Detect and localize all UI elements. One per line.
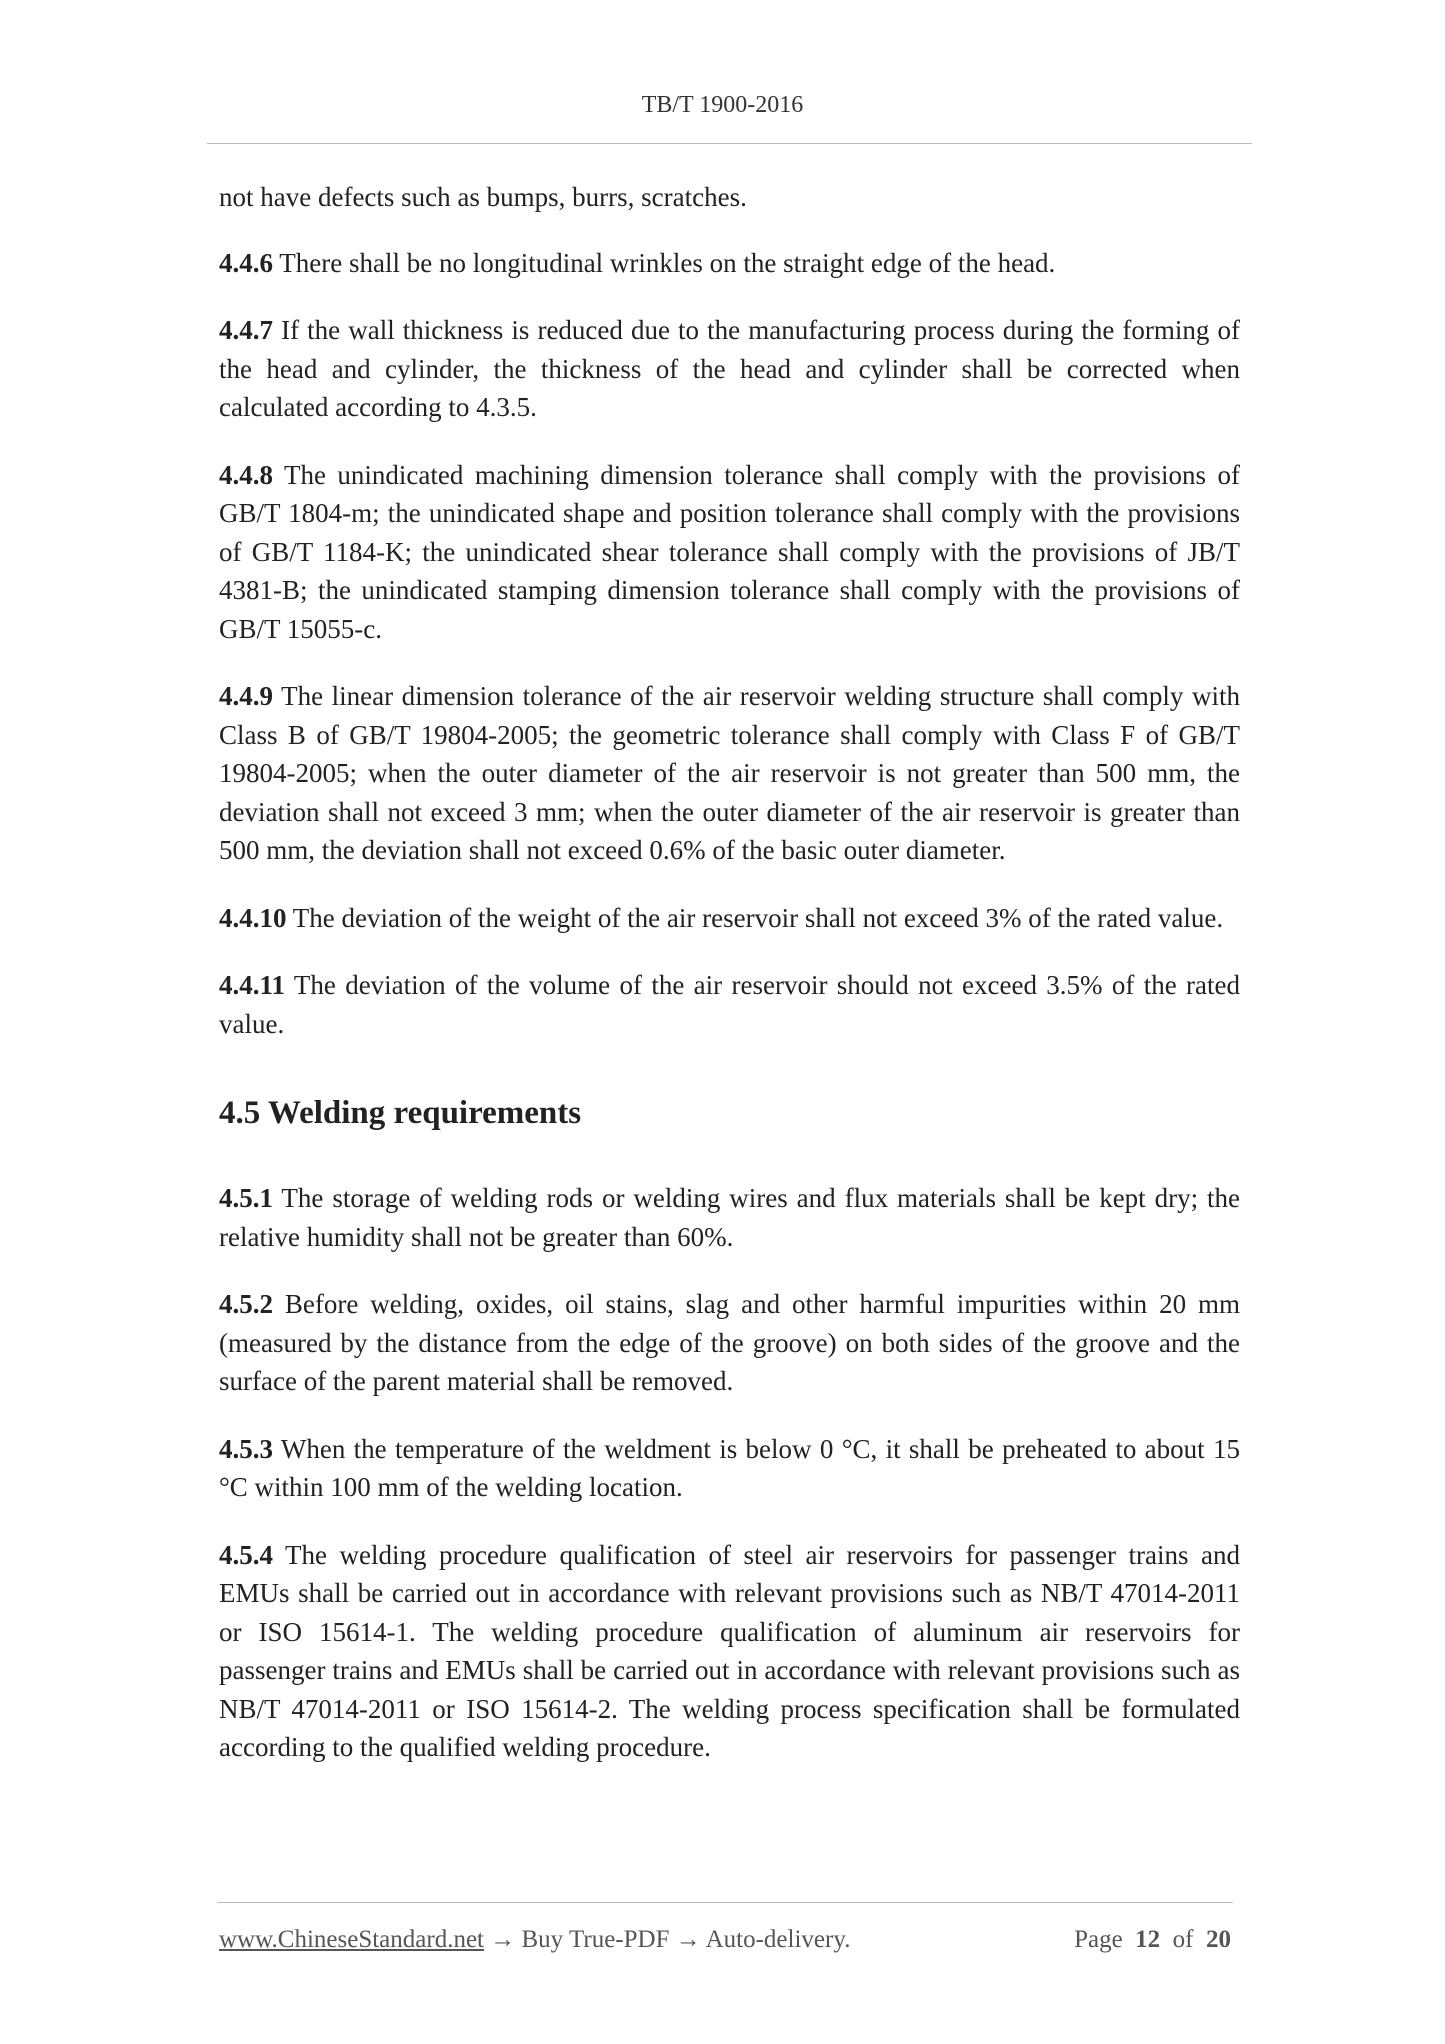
section-heading: 4.5 Welding requirements	[219, 1095, 582, 1131]
clause-number: 4.4.8	[219, 459, 273, 490]
clause-number: 4.5.1	[219, 1183, 273, 1213]
paragraph-text: not have defects such as bumps, burrs, scratches.	[219, 182, 747, 212]
paragraph-continued	[219, 178, 1240, 217]
clause-4-4-11	[219, 966, 1240, 1043]
header-divider	[207, 143, 1252, 144]
clause-text: When the temperature of the weldment is below 0 °C, it shall be preheated to about 15 °C within 100 mm of the welding location.	[219, 1433, 1240, 1502]
current-page: 12	[1135, 1926, 1161, 1953]
clause-number: 4.5.3	[219, 1433, 273, 1464]
clause-4-4-7	[219, 311, 1240, 427]
clause-4-4-9	[219, 677, 1240, 870]
clause-number: 4.4.6	[219, 247, 273, 278]
footer-divider	[217, 1902, 1233, 1903]
clause-number: 4.5.2	[219, 1289, 273, 1319]
clause-4-5-4	[219, 1536, 1240, 1767]
page-footer	[219, 1926, 1231, 1954]
clause-text: The storage of welding rods or welding wires and flux materials shall be kept dry; the relative humidity shall not be greater than 60%.	[219, 1183, 1240, 1252]
clause-4-4-6	[219, 244, 1240, 283]
page-label: Page	[1074, 1926, 1123, 1953]
clause-number: 4.4.11	[219, 970, 286, 1000]
page-number	[1074, 1926, 1231, 1954]
clause-text: The welding procedure qualification of steel air reservoirs for passenger trains and EMUs shall be carried out in accordance with relevant provisions such as NB/T 47014-2011 or ISO 15614-1. The welding procedure qualification of aluminum air reservoirs for passenger trains and EMUs shall be carried out in accordance with relevant provisions such as NB/T 47014-2011 or ISO 15614-2. The welding process specification shall be formulated according to the qualified welding procedure.	[219, 1539, 1240, 1762]
clause-4-4-10	[219, 899, 1240, 938]
clause-4-4-8	[219, 456, 1240, 649]
clause-number: 4.5.4	[219, 1539, 273, 1570]
clause-number: 4.4.10	[219, 902, 287, 933]
clause-text: If the wall thickness is reduced due to the manufacturing process during the forming of the head and cylinder, the thickness of the head and cylinder shall be corrected when calculated according to 4.3.5.	[219, 315, 1240, 422]
clause-4-5-1	[219, 1179, 1240, 1256]
clause-text: The deviation of the volume of the air reservoir should not exceed 3.5% of the rated value.	[219, 970, 1240, 1039]
arrow-right-icon: →	[490, 1926, 516, 1953]
clause-number: 4.4.9	[219, 681, 273, 711]
clause-text: The unindicated machining dimension tolerance shall comply with the provisions of GB/T 1804-m; the unindicated shape and position tolerance shall comply with the provisions of GB/T 1184-K; the unindicated shear tolerance shall comply with the provisions of JB/T 4381-B; the unindicated stamping dimension tolerance shall comply with the provisions of GB/T 15055-c.	[219, 459, 1240, 644]
clause-text: Before welding, oxides, oil stains, slag and other harmful impurities within 20 mm (measured by the distance from the edge of the groove) on both sides of the groove and the surface of the parent material shall be removed.	[219, 1289, 1240, 1396]
clause-4-5-2	[219, 1285, 1240, 1401]
clause-number: 4.4.7	[219, 315, 273, 345]
total-pages: 20	[1206, 1926, 1231, 1953]
of-label: of	[1172, 1926, 1194, 1953]
buy-pdf-text: Buy True-PDF	[521, 1926, 670, 1953]
site-link[interactable]: www.ChineseStandard.net	[219, 1926, 484, 1953]
clause-4-5-3	[219, 1430, 1240, 1507]
arrow-right-icon: →	[675, 1926, 701, 1953]
page-content	[219, 178, 1240, 1796]
clause-text: The deviation of the weight of the air reservoir shall not exceed 3% of the rated value.	[286, 902, 1224, 933]
delivery-text: Auto-delivery.	[705, 1926, 851, 1953]
document-id-header: TB/T 1900-2016	[641, 92, 804, 118]
clause-text: The linear dimension tolerance of the air reservoir welding structure shall comply with Class B of GB/T 19804-2005; the geometric tolerance shall comply with Class F of GB/T 19804-2005; when the outer diameter of the air reservoir is not greater than 500 mm, the deviation shall not exceed 3 mm; when the outer diameter of the air reservoir is greater than 500 mm, the deviation shall not exceed 0.6% of the basic outer diameter.	[219, 681, 1240, 865]
clause-text: There shall be no longitudinal wrinkles on the straight edge of the head.	[273, 247, 1056, 278]
